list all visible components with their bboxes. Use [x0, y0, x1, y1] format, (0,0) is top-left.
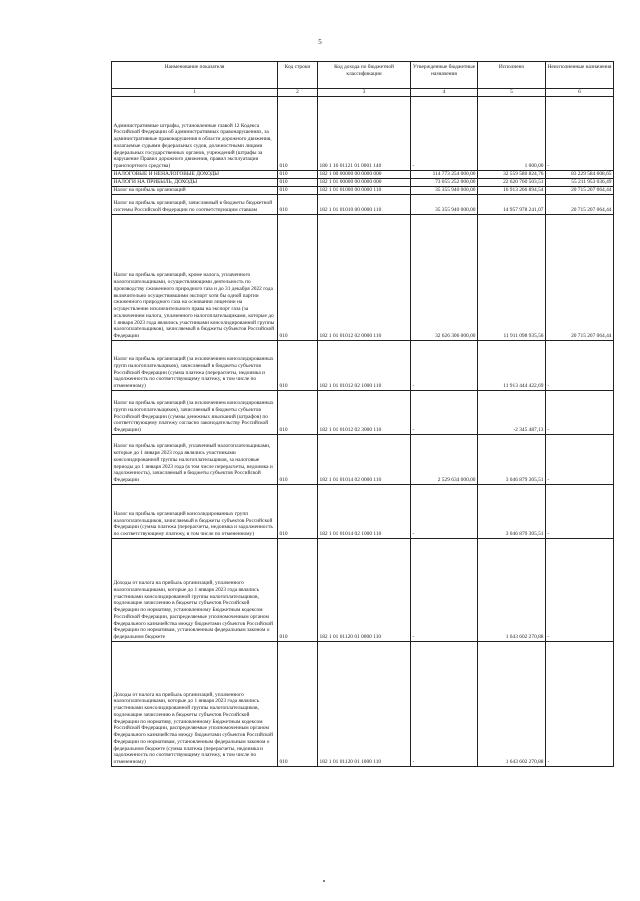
header-approved: Утвержденные бюджетные назначения	[411, 62, 478, 89]
table-row	[112, 484, 614, 538]
scan-mark	[323, 880, 325, 882]
table-row	[112, 96, 614, 170]
row-unexecuted: 20 715 207 064,44	[546, 186, 614, 194]
row-executed: 11 911 098 935,56	[478, 214, 546, 340]
row-executed: 32 559 580 824,76	[478, 170, 546, 178]
header-name: Наименование показателя	[112, 62, 278, 89]
row-unexecuted: 83 229 584 608,65	[546, 170, 614, 178]
row-name: Налог на прибыль организаций, зачисляемый в бюджеты бюджетной системы Российской Федерации по соответствующим ставкам	[112, 194, 278, 214]
header-line-code: Код строки	[278, 62, 318, 89]
row-income-code: 182 1 01 00000 00 0000 000	[318, 178, 411, 186]
row-income-code: 180 1 16 01121 01 0001 140	[318, 96, 411, 170]
row-income-code: 182 1 01 01120 01 0000 110	[318, 538, 411, 641]
row-approved: 73 055 252 000,00	[411, 178, 478, 186]
table-row	[112, 214, 614, 340]
row-approved: -	[411, 390, 478, 434]
row-executed: 1 643 602 270,88	[478, 538, 546, 641]
row-name: Доходы от налога на прибыль организаций, уплаченного налогоплательщиками, которые до 1 января 2023 года являлись участниками консолидированной группы налогоплательщиков, подлежащие зачислению в бюджеты субъектов Российской Федерации по нормативу, установленному Бюджетным кодексом Российской Федерации, распределяемые уполномоченным органом Федерального казначейства между бюджетами субъектов Российской Федерации по нормативам, установленным федеральным законом о федеральном бюджете	[112, 538, 278, 641]
table-header-row	[112, 62, 614, 89]
row-line-code: 010	[278, 96, 318, 170]
row-income-code: 182 1 01 01012 02 1000 110	[318, 340, 411, 390]
row-executed: 3 046 879 305,51	[478, 434, 546, 484]
row-line-code: 010	[278, 170, 318, 178]
row-approved: 114 773 254 000,00	[411, 170, 478, 178]
table-row	[112, 194, 614, 214]
table-row	[112, 434, 614, 484]
row-approved: 35 355 940 000,00	[411, 194, 478, 214]
table-row	[112, 390, 614, 434]
column-number: 5	[478, 89, 546, 97]
row-unexecuted: -	[546, 641, 614, 766]
row-income-code: 182 1 01 01014 02 1000 110	[318, 484, 411, 538]
row-unexecuted: -	[546, 96, 614, 170]
row-unexecuted: 20 715 207 064,44	[546, 194, 614, 214]
row-line-code: 010	[278, 538, 318, 641]
row-approved: -	[411, 340, 478, 390]
row-unexecuted: -	[546, 340, 614, 390]
row-unexecuted: -	[546, 434, 614, 484]
row-line-code: 010	[278, 194, 318, 214]
column-number: 6	[546, 89, 614, 97]
header-income-code: Код дохода по бюджетной классификации	[318, 62, 411, 89]
row-name: Налог на прибыль организаций, кроме налога, уплаченного налогоплательщиками, осуществляющими деятельность по производству сжиженного природного газа и до 31 декабря 2022 года включительно осуществившими экспорт хотя бы одной партии сжиженного природного газа на основании лицензии на осуществление исключительного права на экспорт газа (за исключением налога, уплаченного налогоплательщиками, которые до 1 января 2023 года являлись участниками консолидированной группы налогоплательщиков), зачисляемый в бюджеты субъектов Российской Федерации	[112, 214, 278, 340]
row-income-code: 182 1 01 01010 00 0000 110	[318, 194, 411, 214]
table-row	[112, 178, 614, 186]
table-row	[112, 170, 614, 178]
row-line-code: 010	[278, 484, 318, 538]
row-line-code: 010	[278, 641, 318, 766]
header-unexecuted: Неисполненные назначения	[546, 62, 614, 89]
table-row	[112, 641, 614, 766]
row-approved: -	[411, 96, 478, 170]
table-row	[112, 538, 614, 641]
column-number-row	[112, 89, 614, 97]
row-line-code: 010	[278, 434, 318, 484]
column-number: 3	[318, 89, 411, 97]
row-line-code: 010	[278, 178, 318, 186]
row-name: НАЛОГОВЫЕ И НЕНАЛОГОВЫЕ ДОХОДЫ	[112, 170, 278, 178]
row-executed: 14 957 978 241,07	[478, 194, 546, 214]
income-table	[111, 61, 614, 767]
row-income-code: 182 1 01 01120 01 1000 110	[318, 641, 411, 766]
row-executed: 22 620 760 503,51	[478, 178, 546, 186]
row-unexecuted: -	[546, 538, 614, 641]
row-line-code: 010	[278, 340, 318, 390]
row-name: Налог на прибыль организаций, уплаченный налогоплательщиками, которые до 1 января 2023 года являлись участниками консолидированной группы налогоплательщиков, за налоговые периоды до 1 января 2023 года (в том числе перерасчеты, недоимка и задолженность), зачисляемый в бюджеты субъектов Российской Федерации	[112, 434, 278, 484]
row-name: НАЛОГИ НА ПРИБЫЛЬ, ДОХОДЫ	[112, 178, 278, 186]
row-line-code: 010	[278, 390, 318, 434]
row-income-code: 182 1 01 01014 02 0000 110	[318, 434, 411, 484]
row-approved: 35 355 940 000,00	[411, 186, 478, 194]
row-approved: 2 529 634 000,00	[411, 434, 478, 484]
row-name: Налог на прибыль организаций консолидированных групп налогоплательщиков, зачисляемый в бюджеты субъектов Российской Федерации (сумма платежа (перерасчеты, недоимка и задолженность по соответствующему платежу, в том числе по отмененному)	[112, 484, 278, 538]
row-name: Налог на прибыль организаций (за исключением консолидированных групп налогоплательщиков), зачисляемый в бюджеты субъектов Российской Федерации (суммы денежных взысканий (штрафов) по соответствующему платежу согласно законодательству Российской Федерации)	[112, 390, 278, 434]
row-name: Налог на прибыль организаций (за исключением консолидированных групп налогоплательщиков), зачисляемый в бюджеты субъектов Российской Федерации (сумма платежа (перерасчеты, недоимка и задолженность по соответствующему платежу, в том числе по отмененному)	[112, 340, 278, 390]
row-name: Административные штрафы, установленные главой 12 Кодекса Российской Федерации об административных правонарушениях, за административные правонарушения в области дорожного движения, налагаемые судьями федеральных судов, должностными лицами федеральных государственных органов, учреждений (штрафы за нарушение Правил дорожного движения, правил эксплуатации транспортного средства)	[112, 96, 278, 170]
column-number: 1	[112, 89, 278, 97]
row-income-code: 182 1 01 01000 00 0000 110	[318, 186, 411, 194]
row-executed: 1 643 602 270,88	[478, 641, 546, 766]
header-executed: Исполнено	[478, 62, 546, 89]
row-income-code: 182 1 00 00000 00 0000 000	[318, 170, 411, 178]
row-unexecuted: 20 715 207 064,44	[546, 214, 614, 340]
row-approved: -	[411, 484, 478, 538]
table-row	[112, 340, 614, 390]
row-name: Доходы от налога на прибыль организаций, уплаченного налогоплательщиками, которые до 1 января 2023 года являлись участниками консолидированной группы налогоплательщиков, подлежащие зачислению в бюджеты субъектов Российской Федерации по нормативу, установленному Бюджетным кодексом Российской Федерации, распределяемые уполномоченным органом Федерального казначейства между бюджетами субъектов Российской Федерации по нормативам, установленным федеральным законом о федеральном бюджете (сумма платежа (перерасчеты, недоимка и задолженность по соответствующему платежу, в том числе по отмененному)	[112, 641, 278, 766]
row-executed: 11 913 444 422,69	[478, 340, 546, 390]
row-executed: -2 345 487,13	[478, 390, 546, 434]
row-executed: 1 000,00	[478, 96, 546, 170]
row-approved: -	[411, 538, 478, 641]
table-row	[112, 186, 614, 194]
row-line-code: 010	[278, 186, 318, 194]
row-approved: 32 626 306 000,00	[411, 214, 478, 340]
row-executed: 16 913 266 894,54	[478, 186, 546, 194]
row-unexecuted: -	[546, 390, 614, 434]
row-approved: -	[411, 641, 478, 766]
column-number: 4	[411, 89, 478, 97]
row-unexecuted: -	[546, 484, 614, 538]
row-income-code: 182 1 01 01012 02 0000 110	[318, 214, 411, 340]
row-income-code: 182 1 01 01012 02 3000 110	[318, 390, 411, 434]
column-number: 2	[278, 89, 318, 97]
row-line-code: 010	[278, 214, 318, 340]
row-executed: 3 046 879 305,51	[478, 484, 546, 538]
row-unexecuted: 55 211 953 036,49	[546, 178, 614, 186]
page-number: 5	[318, 38, 322, 46]
row-name: Налог на прибыль организаций	[112, 186, 278, 194]
